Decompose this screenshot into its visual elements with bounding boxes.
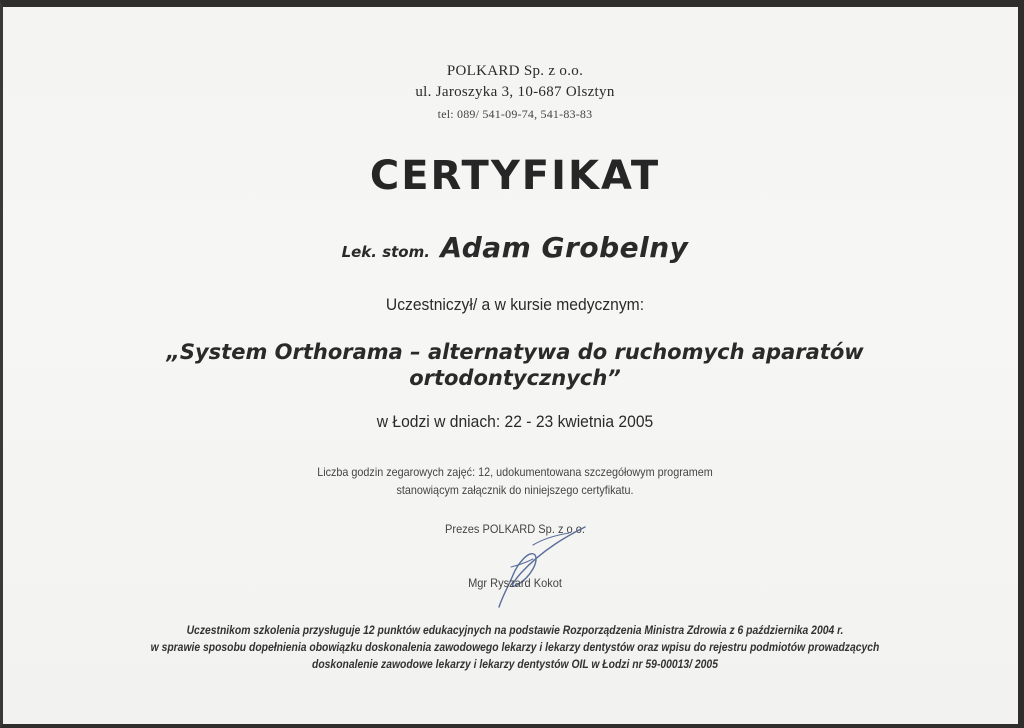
footer-line-1: Uczestnikom szkolenia przysługuje 12 punktów edukacyjnych na podstawie Rozporządzenia Ministra Zdrowia z 6 października 2004 r. xyxy=(186,625,844,637)
location-dates: w Łodzi w dniach: 22 - 23 kwietnia 2005 xyxy=(376,412,654,431)
footer-note xyxy=(54,623,976,674)
recipient-name: Adam Grobelny xyxy=(440,231,689,264)
footer-line-2: w sprawie sposobu dopełnienia obowiązku doskonalenia zawodowego lekarzy i lekarzy dentystów oraz wpisu do rejestru podmiotów prowadzących xyxy=(150,642,880,654)
course-title-line-2: ortodontycznych” xyxy=(409,366,621,390)
certificate-title: CERTYFIKAT xyxy=(369,153,661,199)
hours-note xyxy=(54,463,976,499)
hours-note-line-2: stanowiącym załącznik do niniejszego certyfikatu. xyxy=(396,483,634,497)
participation-text: Uczestniczył/ a w kursie medycznym: xyxy=(385,295,645,314)
issuer-phone: tel: 089/ 541-09-74, 541-83-83 xyxy=(437,107,593,121)
issuer-address: ul. Jaroszyka 3, 10-687 Olsztyn xyxy=(415,84,615,100)
issuer-company: POLKARD Sp. z o.o. xyxy=(446,63,584,79)
recipient xyxy=(3,231,1024,264)
footer-line-3: doskonalenie zawodowe lekarzy i lekarzy dentystów OIL w Łodzi nr 59-00013/ 2005 xyxy=(312,659,718,671)
hours-note-line-1: Liczba godzin zegarowych zajęć: 12, udokumentowana szczegółowym programem xyxy=(317,465,713,479)
president-line: Prezes POLKARD Sp. z o.o. xyxy=(445,522,585,536)
course-title-line-1: „System Orthorama – alternatywa do ruchomych aparatów xyxy=(166,340,864,364)
course-title xyxy=(3,339,1024,391)
handwritten-signature xyxy=(473,515,603,611)
recipient-honorific: Lek. stom. xyxy=(341,243,430,261)
signer-name: Mgr Ryszard Kokot xyxy=(468,576,562,590)
